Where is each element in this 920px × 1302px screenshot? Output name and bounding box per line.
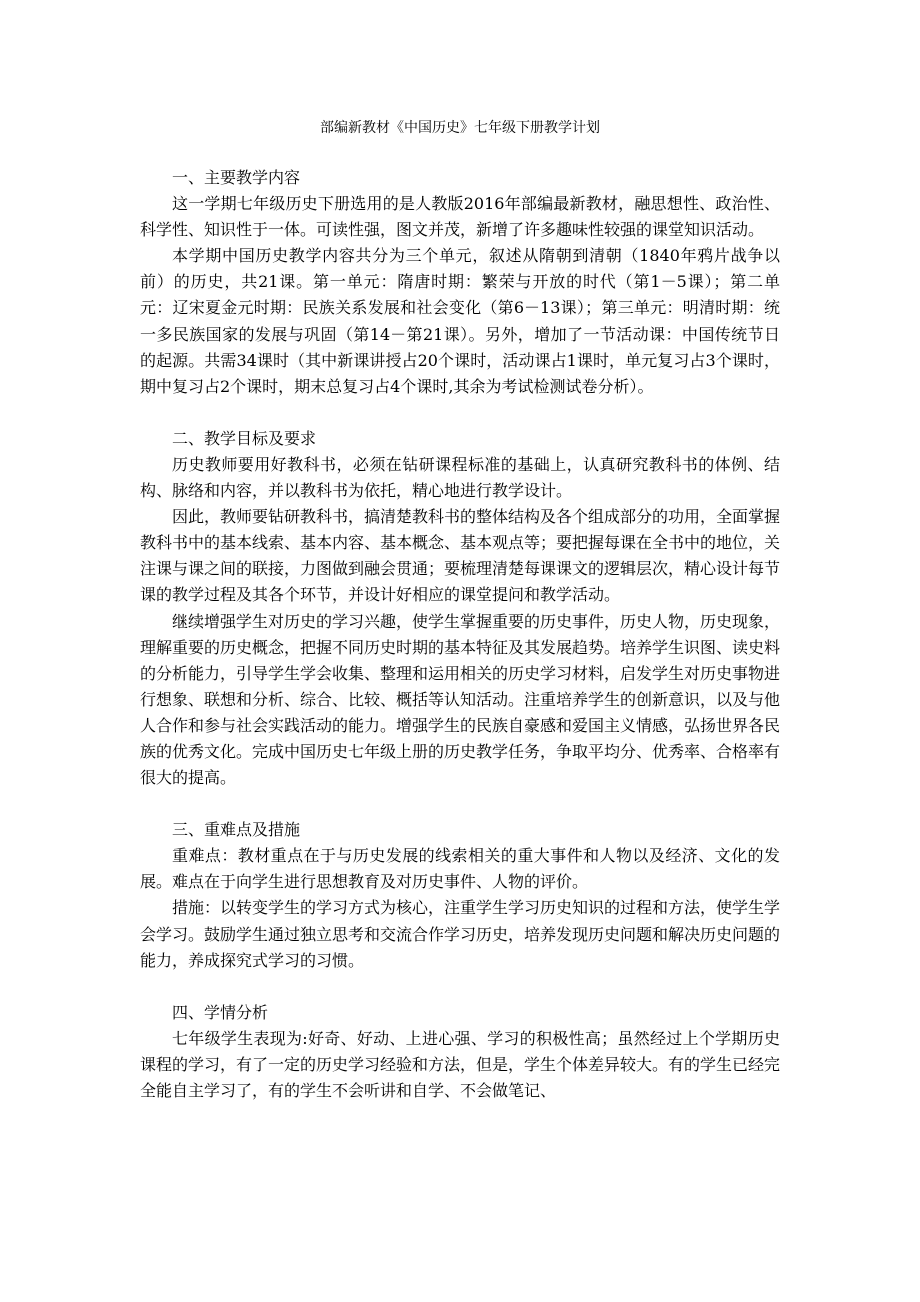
section-heading-key-points: 三、重难点及措施 [172, 820, 301, 840]
document-title: 部编新教材《中国历史》七年级下册教学计划 [320, 120, 600, 136]
section-heading-goals: 二、教学目标及要求 [172, 428, 317, 448]
paragraph: 措施：以转变学生的学习方式为核心，注重学生学习历史知识的过程和方法，使学生学会学习。鼓励学生通过独立思考和交流合作学习历史，培养发现历史问题和解决历史问题的能力，养成探究式学习的习惯。 [140, 898, 781, 970]
section-spacer [140, 791, 780, 817]
section-spacer [140, 400, 780, 426]
paragraph: 这一学期七年级历史下册选用的是人教版2016年部编最新教材，融思想性、政治性、科学性、知识性于一体。可读性强，图文并茂，新增了许多趣味性较强的课堂知识活动。 [140, 194, 780, 240]
section-heading-content: 一、主要教学内容 [172, 168, 301, 187]
paragraph: 因此，教师要钻研教科书，搞清楚教科书的整体结构及各个组成部分的功用，全面掌握教科书中的基本线索、基本内容、基本概念、基本观点等；要把握每课在全书中的地位，关注课与课之间的联接，力图做到融会贯通；要梳理清楚每课课文的逻辑层次，精心设计每节课的教学过程及其各个环节，并设计好相应的课堂提问和教学活动。 [140, 507, 781, 605]
paragraph: 七年级学生表现为:好奇、好动、上进心强、学习的积极性高；虽然经过上个学期历史课程的学习，有了一定的历史学习经验和方法，但是，学生个体差异较大。有的学生已经完全能自主学习了，有的学生不会听讲和自学、不会做笔记、 [140, 1028, 781, 1100]
paragraph: 继续增强学生对历史的学习兴趣，使学生掌握重要的历史事件，历史人物，历史现象，理解重要的历史概念，把握不同历史时期的基本特征及其发展趋势。培养学生识图、读史料的分析能力，引导学生学会收集、整理和运用相关的历史学习材料，启发学生对历史事物进行想象、联想和分析、综合、比较、概括等认知活动。注重培养学生的创新意识，以及与他人合作和参与社会实践活动的能力。增强学生的民族自豪感和爱国主义情感，弘扬世界各民族的优秀文化。完成中国历史七年级上册的历史教学任务，争取平均分、优秀率、合格率有很大的提高。 [140, 611, 781, 788]
paragraph: 本学期中国历史教学内容共分为三个单元，叙述从隋朝到清朝（1840年鸦片战争以前）的历史，共21课。第一单元：隋唐时期：繁荣与开放的时代（第1－5课）；第二单元：辽宋夏金元时期：民族关系发展和社会变化（第6－13课）；第三单元：明清时期：统一多民族国家的发展与巩固（第14－第21课）。另外，增加了一节活动课：中国传统节日的起源。共需34课时（其中新课讲授占20个课时，活动课占1课时，单元复习占3个课时，期中复习占2个课时，期末总复习占4个课时,其余为考试检测试卷分析）。 [140, 246, 780, 396]
paragraph: 历史教师要用好教科书，必须在钻研课程标准的基础上，认真研究教科书的体例、结构、脉络和内容，并以教科书为依托，精心地进行教学设计。 [140, 454, 780, 501]
section-heading-student-analysis: 四、学情分析 [172, 1002, 269, 1022]
document-body [140, 165, 780, 1104]
section-spacer [140, 974, 780, 1000]
paragraph: 重难点：教材重点在于与历史发展的线索相关的重大事件和人物以及经济、文化的发展。难点在于向学生进行思想教育及对历史事件、人物的评价。 [140, 846, 780, 892]
